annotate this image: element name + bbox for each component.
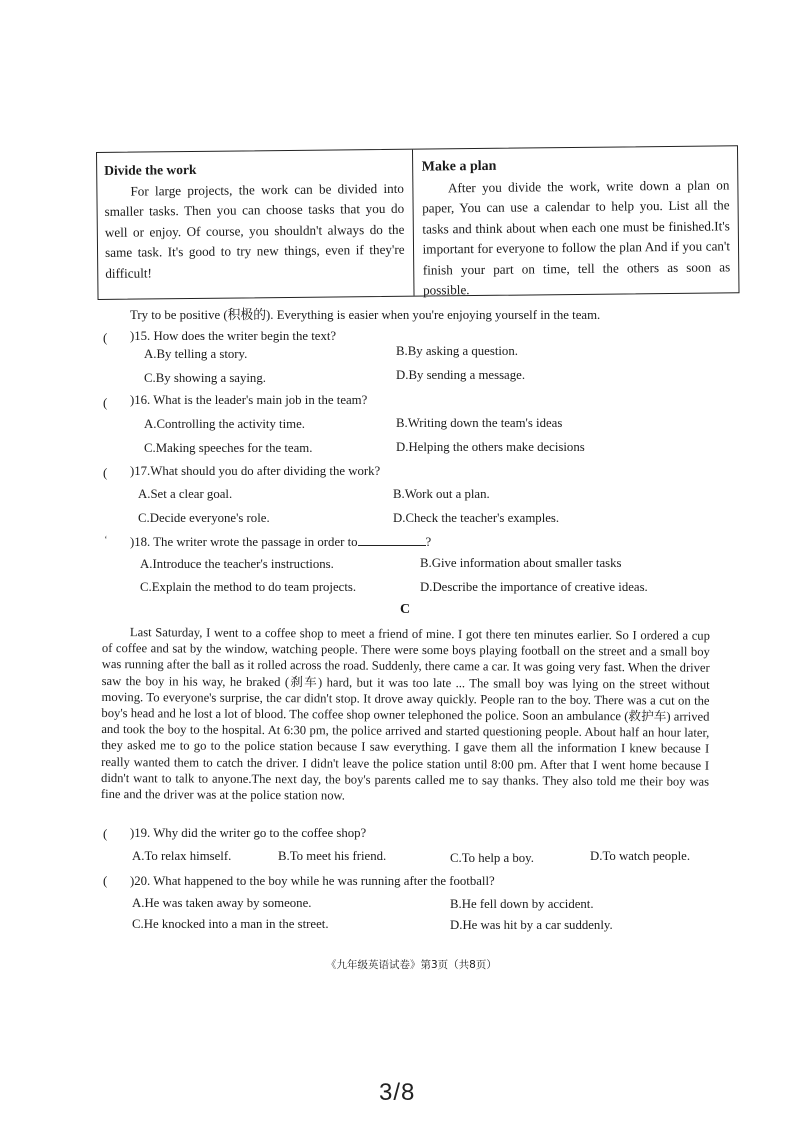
option-15a: A.By telling a story.: [144, 347, 248, 361]
tips-make-plan-title: Make a plan: [421, 158, 497, 175]
option-16d: D.Helping the others make decisions: [396, 440, 585, 454]
option-20a: A.He was taken away by someone.: [132, 896, 312, 910]
option-18c: C.Explain the method to do team projects.: [140, 580, 357, 594]
question-16: )16. What is the leader's main job in the team?: [130, 393, 368, 407]
question-18-blank: [358, 534, 426, 546]
option-17c: C.Decide everyone's role.: [138, 511, 270, 525]
option-18b: B.Give information about smaller tasks: [420, 556, 622, 570]
option-19d: D.To watch people.: [590, 849, 691, 863]
tips-make-plan: [413, 146, 739, 298]
option-16b: B.Writing down the team's ideas: [396, 416, 563, 430]
section-heading-c: C: [400, 602, 411, 617]
option-20d: D.He was hit by a car suddenly.: [450, 918, 613, 932]
option-17d: D.Check the teacher's examples.: [393, 511, 560, 525]
option-18a: A.Introduce the teacher's instructions.: [140, 557, 334, 571]
question-18-end: ?: [425, 535, 432, 549]
answer-paren-19: (: [103, 826, 108, 841]
tips-divide-work-body: For large projects, the work can be divided into smaller tasks. Then you can choose tasks that you do well or enjoy. Of course, you shouldn't always do the same task. It's good to try new things, even if they're difficult!: [104, 180, 405, 281]
closing-line: Try to be positive (积极的). Everything is easier when you're enjoying yourself in the team.: [130, 308, 601, 322]
answer-paren-16: (: [103, 395, 108, 410]
answer-paren-20: (: [103, 873, 108, 888]
option-15b: B.By asking a question.: [396, 344, 518, 358]
tips-table: [96, 145, 740, 300]
option-18d: D.Describe the importance of creative ideas.: [420, 580, 648, 594]
question-18: [130, 534, 431, 550]
option-16c: C.Making speeches for the team.: [144, 441, 313, 455]
tips-make-plan-body: After you divide the work, write down a plan on paper, You can use a calendar to help you. List all the tasks and think about when each one must be finished.It's important for everyone to follow the plan And if you can't finish your part on time, tell the others as soon as possible.: [422, 176, 731, 298]
question-17: )17.What should you do after dividing the work?: [130, 464, 381, 478]
option-20c: C.He knocked into a man in the street.: [132, 917, 329, 931]
option-20b: B.He fell down by accident.: [450, 897, 594, 911]
question-18-stem: )18. The writer wrote the passage in order to: [130, 535, 358, 549]
option-19b: B.To meet his friend.: [278, 849, 387, 863]
option-15d: D.By sending a message.: [396, 368, 526, 382]
tips-divide-work: [97, 150, 414, 299]
option-16a: A.Controlling the activity time.: [144, 417, 306, 431]
page-number: 3/8: [379, 1079, 416, 1106]
tips-divide-work-title: Divide the work: [104, 161, 197, 178]
question-19: )19. Why did the writer go to the coffee shop?: [130, 826, 367, 840]
answer-paren-15: (: [103, 330, 108, 345]
option-17b: B.Work out a plan.: [393, 487, 490, 501]
option-19a: A.To relax himself.: [132, 849, 232, 863]
question-15: )15. How does the writer begin the text?: [130, 329, 337, 343]
option-15c: C.By showing a saying.: [144, 371, 266, 385]
option-19c: C.To help a boy.: [450, 851, 534, 865]
passage-c: Last Saturday, I went to a coffee shop to meet a friend of mine. I got there ten minutes earlier. So I ordered a cup of coffee and sat by the window, watching people. There were some boys playing football on the street and a small boy was running after the ball as it rolled across the road. Suddenly, there came a car. It was going very fast. When the driver saw the boy in his way, he braked (刹车) hard, but it was too late ... The small boy was lying on the street without moving. To everyone's surprise, the car didn't stop. It drove away quickly. People ran to the boy. There was a cut on the boy's head and he lost a lot of blood. The coffee shop owner telephoned the police. Soon an ambulance (救护车) arrived and took the boy to the hospital. At 6:30 pm, the police arrived and started questioning people. About half an hour later, they asked me to go to the police station because I saw everything. I gave them all the information I knew because I really wanted them to catch the driver. I didn't leave the police station until 8:00 pm. After that I went home because I didn't want to talk to anyone.The next day, the boy's parents called me to say thanks. They also told me their boy was fine and the driver was at the police station now.: [100, 625, 710, 803]
question-20: )20. What happened to the boy while he was running after the football?: [130, 874, 495, 888]
page-footer: 《九年级英语试卷》第3页（共8页）: [326, 959, 497, 971]
answer-paren-17: (: [103, 465, 108, 480]
option-17a: A.Set a clear goal.: [138, 487, 233, 501]
answer-paren-18-mark: ʻ: [104, 534, 108, 546]
